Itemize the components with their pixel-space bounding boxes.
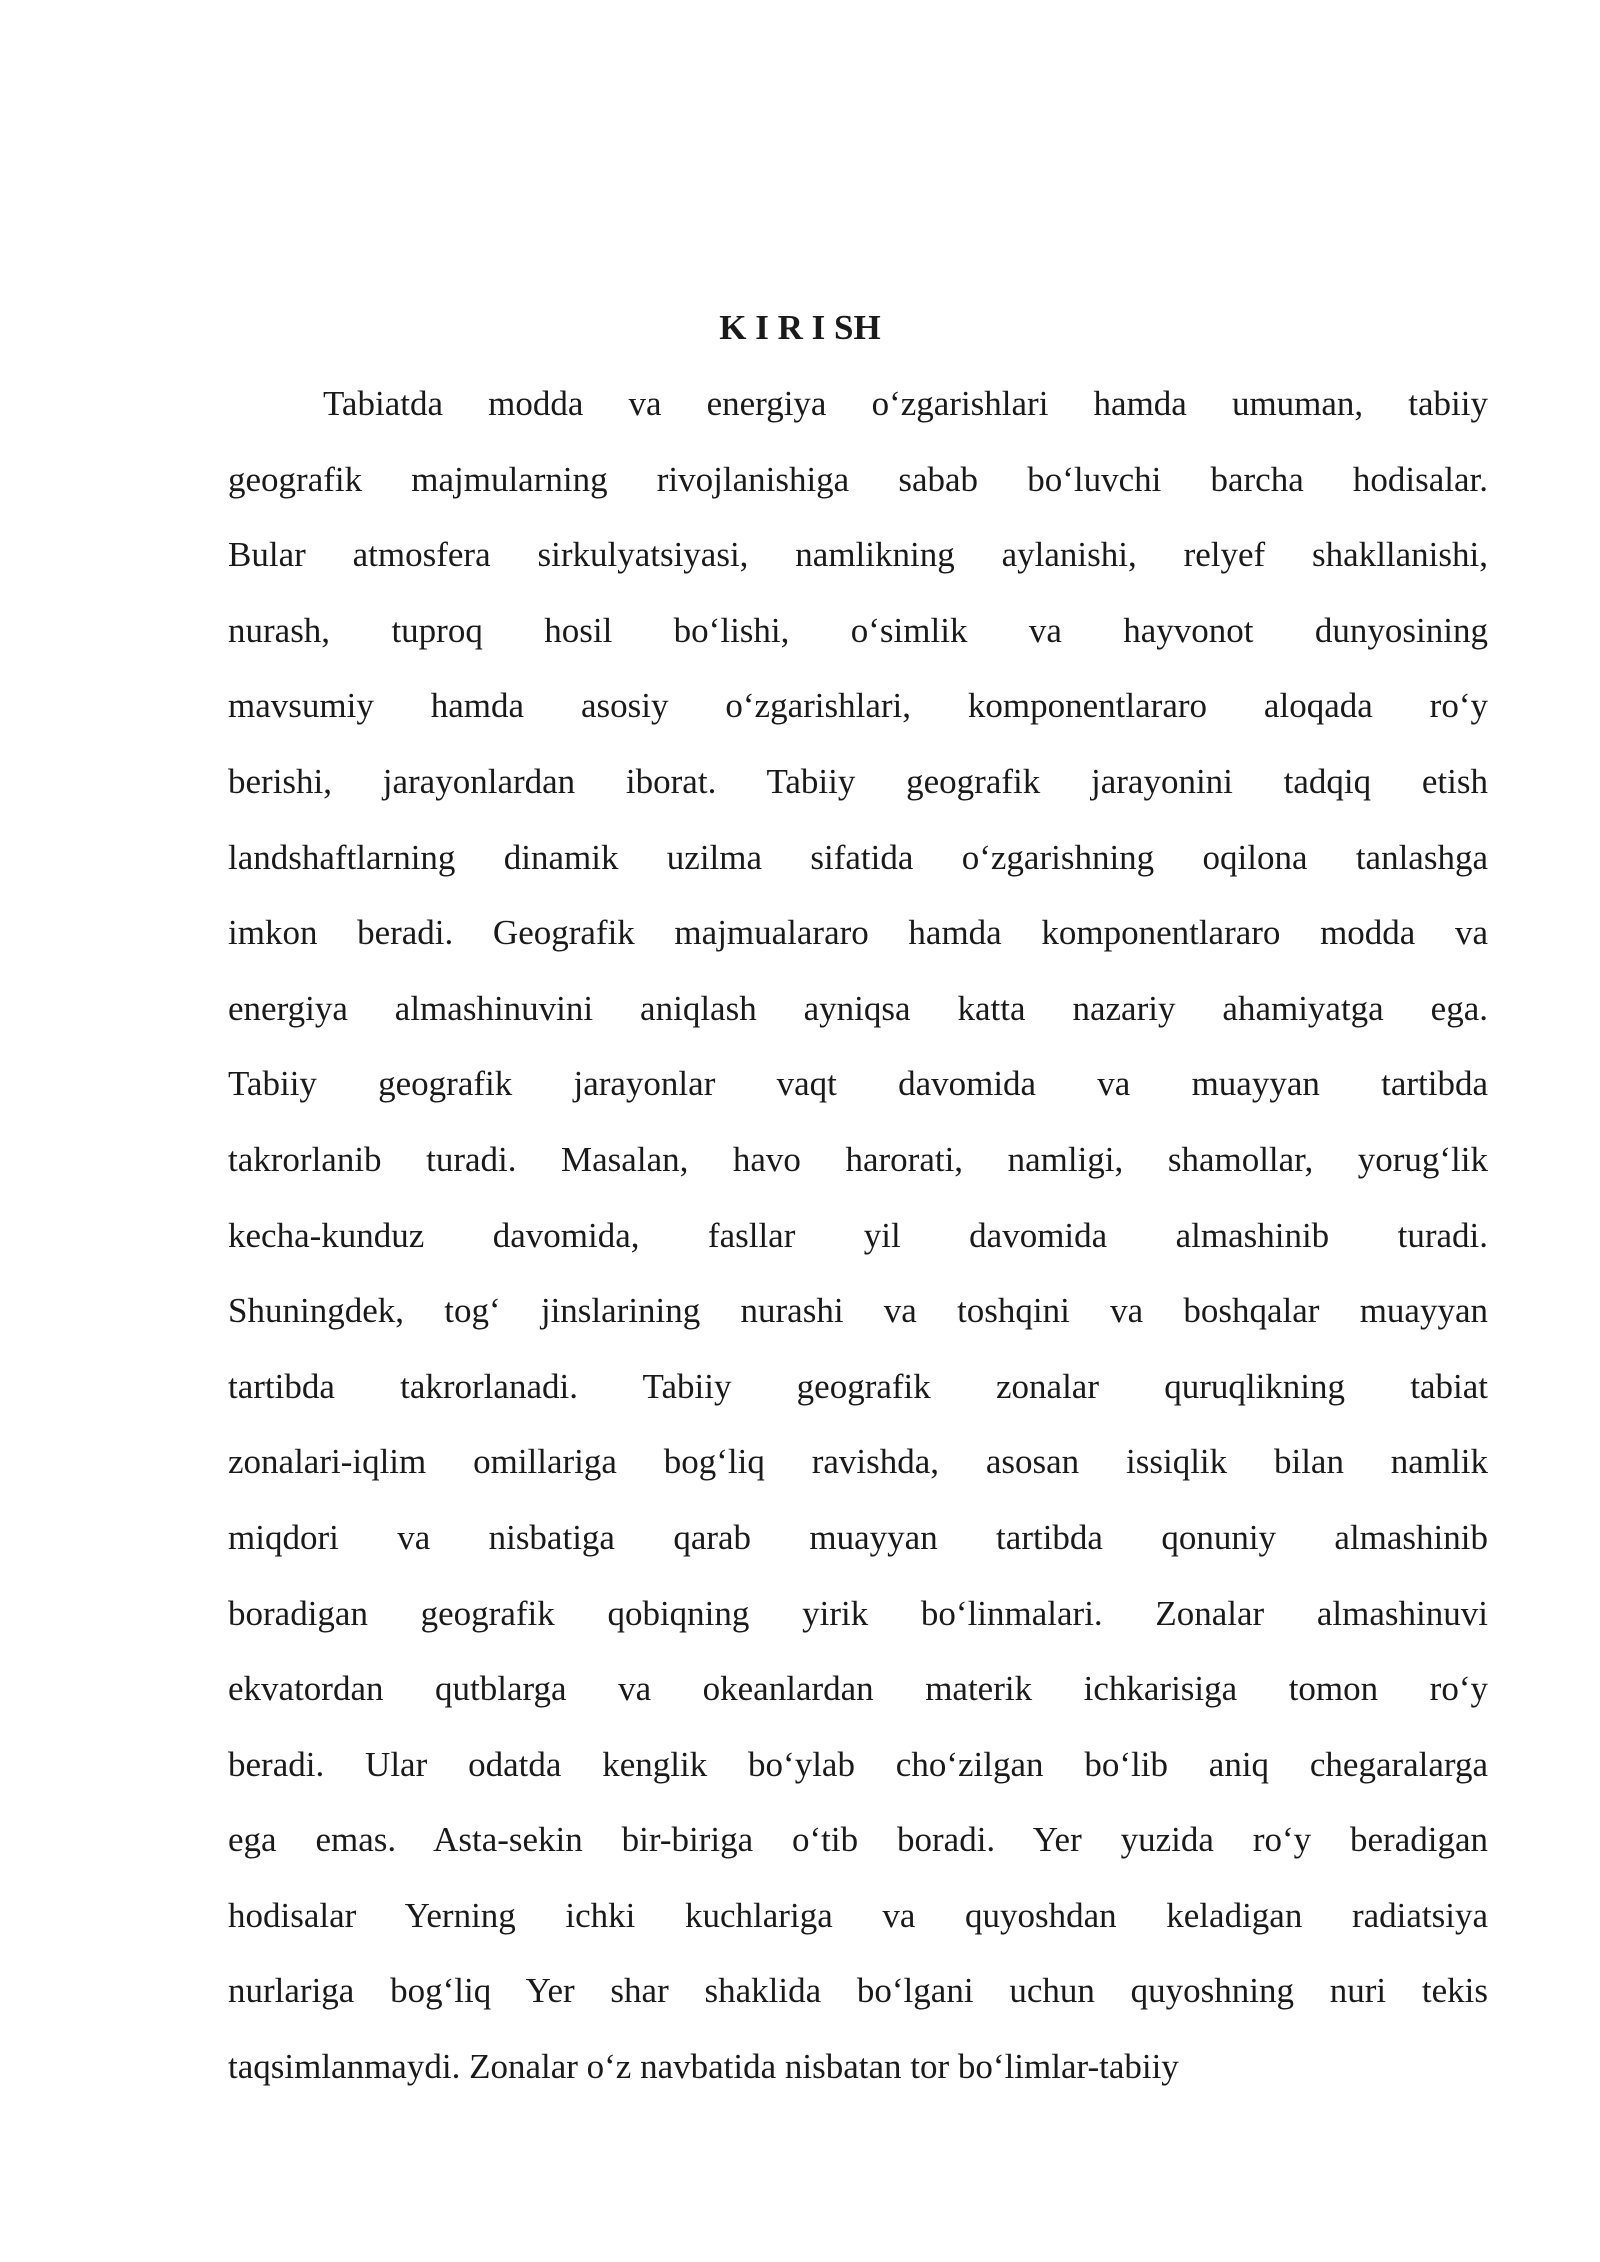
text-line: takrorlanib turadi. Masalan, havo harorati, namligi, shamollar, yorug‘lik	[228, 1139, 1488, 1179]
text-line: beradi. Ular odatda kenglik bo‘ylab cho‘zilgan bo‘lib aniq chegaralarga	[228, 1744, 1488, 1784]
text-line: kecha-kunduz davomida, fasllar yil davomida almashinib turadi.	[228, 1215, 1488, 1255]
text-line: landshaftlarning dinamik uzilma sifatida o‘zgarishning oqilona tanlashga	[228, 837, 1488, 877]
text-line: miqdori va nisbatiga qarab muayyan tartibda qonuniy almashinib	[228, 1517, 1488, 1557]
text-line: zonalari-iqlim omillariga bog‘liq ravishda, asosan issiqlik bilan namlik	[228, 1442, 1488, 1482]
text-line: mavsumiy hamda asosiy o‘zgarishlari, komponentlararo aloqada ro‘y	[228, 686, 1488, 726]
text-line: nurash, tuproq hosil bo‘lishi, o‘simlik va hayvonot dunyosining	[228, 610, 1488, 650]
text-line: taqsimlanmaydi. Zonalar o‘z navbatida nisbatan tor bo‘limlar-tabiiy	[228, 2047, 1179, 2087]
text-line: Tabiiy geografik jarayonlar vaqt davomida va muayyan tartibda	[228, 1064, 1488, 1104]
text-line: ekvatordan qutblarga va okeanlardan materik ichkarisiga tomon ro‘y	[228, 1669, 1488, 1709]
text-line: hodisalar Yerning ichki kuchlariga va quyoshdan keladigan radiatsiya	[228, 1895, 1488, 1935]
text-line: boradigan geografik qobiqning yirik bo‘linmalari. Zonalar almashinuvi	[228, 1593, 1488, 1633]
text-line: imkon beradi. Geografik majmualararo hamda komponentlararo modda va	[228, 913, 1488, 953]
text-line: Tabiatda modda va energiya o‘zgarishlari hamda umuman, tabiiy	[323, 384, 1488, 423]
text-line: energiya almashinuvini aniqlash ayniqsa katta nazariy ahamiyatga ega.	[228, 988, 1488, 1028]
text-line: ega emas. Asta-sekin bir-biriga o‘tib boradi. Yer yuzida ro‘y beradigan	[228, 1820, 1488, 1860]
text-line: Bular atmosfera sirkulyatsiyasi, namlikning aylanishi, relyef shakllanishi,	[228, 535, 1488, 575]
body-text	[228, 380, 1488, 2119]
text-line: nurlariga bog‘liq Yer shar shaklida bo‘lgani uchun quyoshning nuri tekis	[228, 1971, 1488, 2011]
text-line: tartibda takrorlanadi. Tabiiy geografik zonalar quruqlikning tabiat	[228, 1366, 1488, 1406]
text-line: geografik majmularning rivojlanishiga sabab bo‘luvchi barcha hodisalar.	[228, 459, 1488, 499]
text-line: berishi, jarayonlardan iborat. Tabiiy geografik jarayonini tadqiq etish	[228, 761, 1488, 801]
page-title: K I R I SH	[719, 308, 881, 347]
text-line: Shuningdek, tog‘ jinslarining nurashi va toshqini va boshqalar muayyan	[228, 1291, 1488, 1331]
